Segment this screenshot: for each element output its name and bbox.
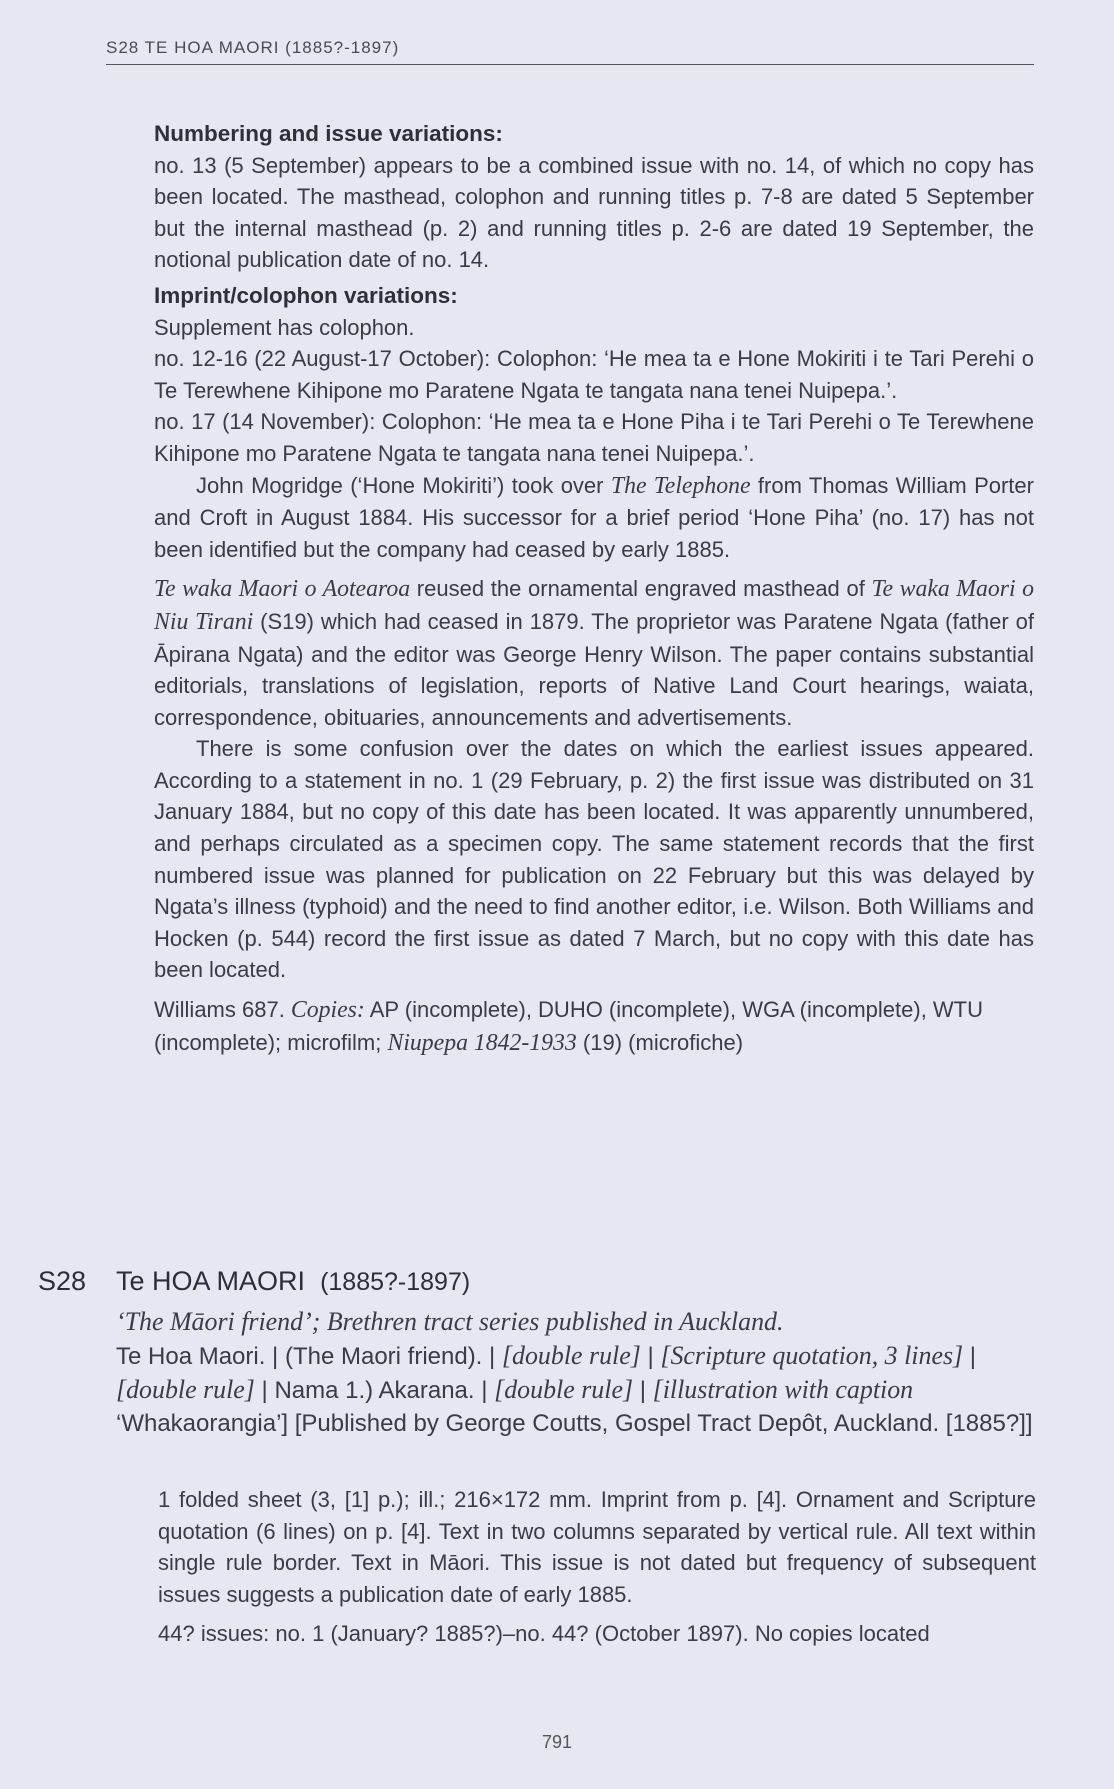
waka-paragraph: Te waka Maori o Aotearoa reused the ornamental engraved masthead of Te waka Maori o Niu Tirani (S19) which had ceased in 1879. The proprietor was Paratene Ngata (father of Āpirana Ngata) and the editor was George Henry Wilson. The paper contains substantial editorials, translations of legislation, reports of Native Land Court hearings, waiata, correspondence, obituaries, announcements and advertisements. [154,576,1035,730]
copies-label: Copies: [290,997,365,1024]
mogridge-paragraph: John Mogridge (‘Hone Mokiriti’) took over The Telephone from Thomas William Porter and Croft in August 1884. His successor for a brief period ‘Hone Piha’ (no. 17) has not been identified but the company had ceased by early 1885. [154,472,1034,562]
entry-transcription [116,1305,1036,1440]
imprint-line-1: Supplement has colophon. [154,314,415,340]
entry-description [158,1484,1036,1650]
upper-section [154,118,1034,1059]
page-number: 791 [541,1732,573,1752]
entry-dates: (1885?-1897) [320,1268,471,1296]
entry-subtitle: ‘The Māori friend’; Brethren tract series published in Auckland. [116,1307,784,1336]
niupepa-title: Niupepa 1842-1933 [387,1029,577,1056]
imprint-heading: Imprint/colophon variations: [154,282,458,308]
running-head: S28 TE HOA MAORI (1885?-1897) [106,38,1034,65]
telephone-title: The Telephone [610,472,751,499]
entry-title: Te HOA MAORI (1885?-1897) [116,1266,471,1296]
numbering-heading: Numbering and issue variations: [154,121,503,146]
physical-description: 1 folded sheet (3, [1] p.); ill.; 216×172 mm. Imprint from p. [4]. Ornament and Scripture quotation (6 lines) on p. [4]. Text in two columns separated by vertical rule. All text within single rule border. Text in Māori. This issue is not dated but frequency of subsequent issues suggests a publication date of early 1885. [158,1487,1036,1607]
imprint-line-2: no. 12-16 (22 August-17 October): Colophon: ‘He mea ta e Hone Mokiriti i te Tari Perehi o Te Terewhene Kihipone mo Paratene Ngata te tangata nana tenei Nuipepa.’. [154,346,1034,403]
waka-title-1: Te waka Maori o Aotearoa [154,576,411,603]
numbering-text: no. 13 (5 September) appears to be a combined issue with no. 14, of which no copy has been located. The masthead, colophon and running titles p. 7-8 are dated 5 September but the internal masthead (p. 2) and running titles p. 2-6 are dated 19 September, the notional publication date of no. 14. [154,152,1034,273]
waka-title-2: Te waka Maori o Niu Tirani [154,576,1035,635]
confusion-paragraph: There is some confusion over the dates on which the earliest issues appeared. According to a statement in no. 1 (29 February, p. 2) the first issue was distributed on 31 January 1884, but no copy of this date has been located. It was apparently unnumbered, and perhaps circulated as a specimen copy. The same statement records that the first numbered issue was planned for publication on 22 February but this was delayed by Ngata’s illness (typhoid) and the need to find another editor, i.e. Wilson. Both Williams and Hocken (p. 544) record the first issue as dated 7 March, but no copy with this date has been located. [154,736,1034,983]
copies-paragraph: Williams 687. Copies: AP (incomplete), DUHO (incomplete), WGA (incomplete), WTU (incomplete); microfilm; Niupepa 1842-1933 (19) (microfiche) [154,997,984,1056]
entry-title-transcription: Te Hoa Maori. | (The Maori friend). | [double rule] | [Scripture quotation, 3 lines] | [double rule] | Nama 1.) Akarana. | [double rule] | [illustration with caption ‘Whakaorangia’] [Published by George Coutts, Gospel Tract Depôt, Auckland. [1885?]] [116,1341,1033,1437]
imprint-line-3: no. 17 (14 November): Colophon: ‘He mea ta e Hone Piha i te Tari Perehi o Te Terewhene Kihipone mo Paratene Ngata te tangata nana tenei Nuipepa.’. [154,409,1034,466]
issues-statement: 44? issues: no. 1 (January? 1885?)–no. 44? (October 1897). No copies located [158,1621,930,1646]
entry-id: S28 [38,1266,87,1296]
